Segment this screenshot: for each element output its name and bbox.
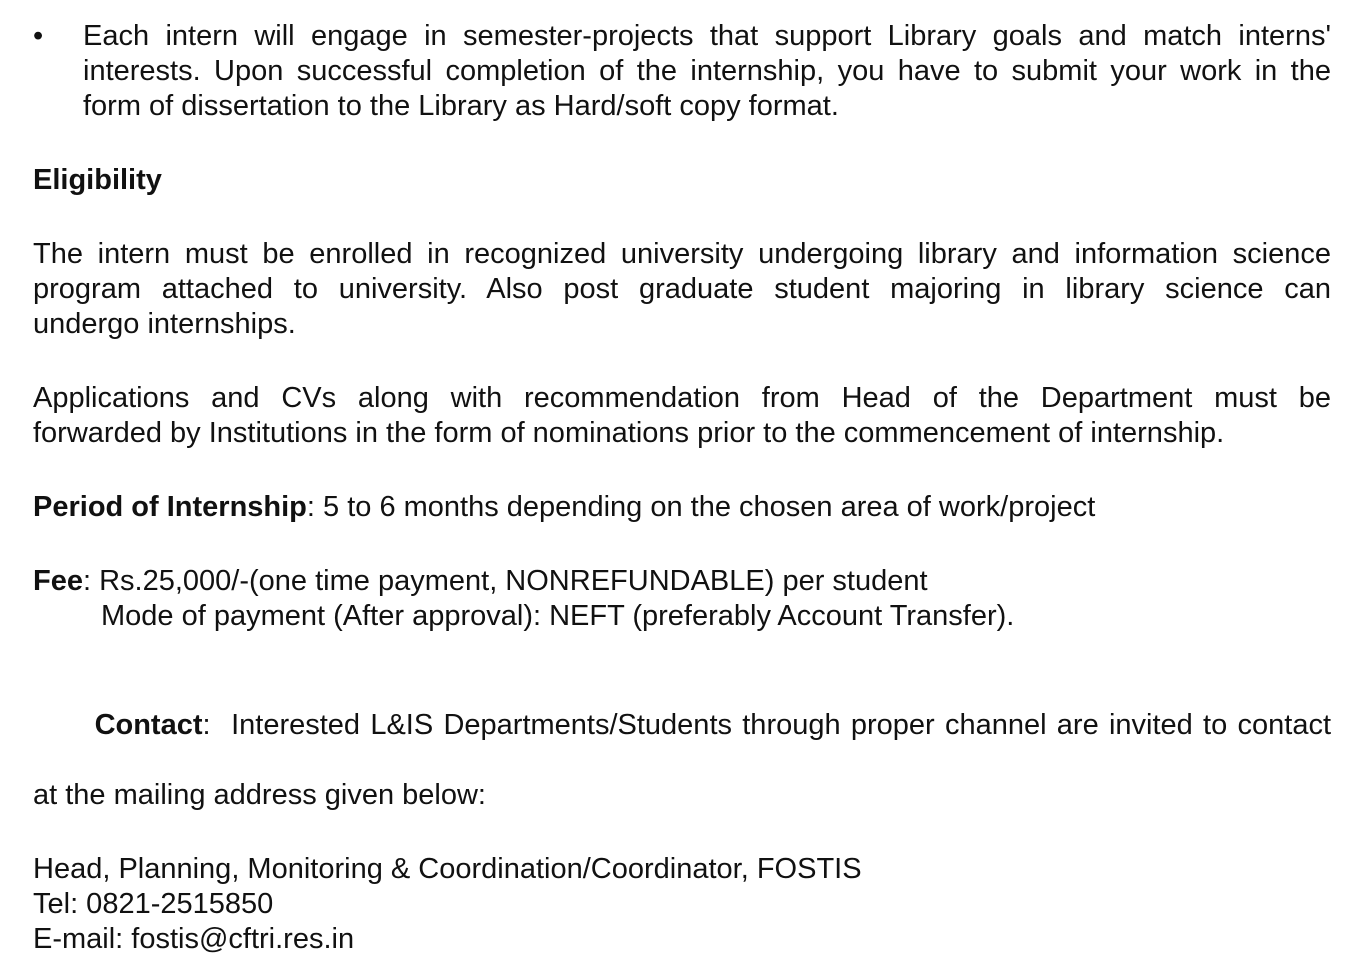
text-line: undergo internships. [33,308,296,340]
address-line: Head, Planning, Monitoring & Coordination/Coordinator, FOSTIS [33,853,862,885]
contact-value: Interested L&IS Departments/Students through proper channel are invited to contact [210,709,1332,741]
period-of-internship [33,490,1331,525]
mailing-address [33,852,1331,957]
fee-label: Fee [33,565,83,597]
period-separator: : [306,491,315,523]
bullet-line: form of dissertation to the Library as Hard/soft copy format. [83,90,839,122]
telephone: Tel: 0821-2515850 [33,888,274,920]
email-address: E-mail: fostis@cftri.res.in [33,923,355,955]
bullet-item-semester-projects [33,19,1331,124]
text-line: forwarded by Institutions in the form of nominations prior to the commencement of internship. [33,417,1225,449]
bullet-line: interests. Upon successful completion of the internship, you have to submit your work in the [83,55,1331,87]
period-value: 5 to 6 months depending on the chosen area of work/project [314,491,1096,523]
contact-section [33,673,1331,813]
period-label: Period of Internship [33,491,307,523]
bullet-icon: • [33,20,44,52]
contact-separator: : [202,709,211,741]
text-line: Applications and CVs along with recommendation from Head of the Department must be [33,382,1331,414]
eligibility-paragraph-1 [33,237,1331,342]
contact-value-line2: at the mailing address given below: [33,779,486,811]
fee-section [33,564,1331,634]
fee-value: Rs.25,000/-(one time payment, NONREFUNDABLE) per student [91,565,928,597]
eligibility-heading: Eligibility [33,164,162,196]
fee-separator: : [82,565,92,597]
contact-label: Contact [94,709,203,741]
text-line: program attached to university. Also post graduate student majoring in library science can [33,273,1331,305]
document-page [33,19,1331,957]
text-line: The intern must be enrolled in recognized university undergoing library and information science [33,238,1331,270]
payment-mode: Mode of payment (After approval): NEFT (preferably Account Transfer). [101,600,1015,632]
bullet-line: Each intern will engage in semester-projects that support Library goals and match interns' [83,20,1331,52]
eligibility-paragraph-2 [33,381,1331,451]
